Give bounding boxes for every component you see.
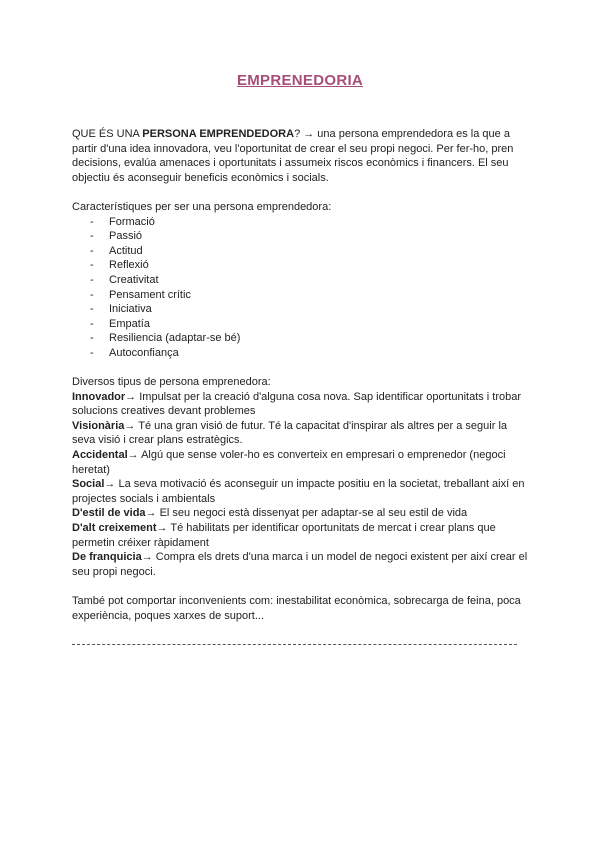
type-name: Accidental bbox=[72, 449, 128, 462]
bullet-dash: - bbox=[90, 244, 94, 257]
list-item bbox=[72, 317, 530, 332]
type-entry-estil-de-vida bbox=[72, 506, 530, 521]
type-entry-visionaria bbox=[72, 419, 530, 448]
intro-paragraph bbox=[72, 127, 530, 185]
type-description: → Compra els drets d'una marca i un model de negoci existent per així crear el seu propi negoci. bbox=[72, 551, 528, 578]
bullet-dash: - bbox=[90, 317, 94, 330]
list-item bbox=[72, 302, 530, 317]
type-name: D'estil de vida bbox=[72, 507, 146, 520]
list-item-text: Empatía bbox=[109, 317, 150, 330]
type-name: Social bbox=[72, 478, 105, 491]
bullet-dash: - bbox=[90, 346, 94, 359]
type-description: → Algú que sense voler-ho es converteix en empresari o emprenedor (negoci heretat) bbox=[72, 449, 506, 476]
dashed-separator bbox=[72, 644, 517, 645]
spacer bbox=[72, 185, 530, 200]
intro-prefix: QUE ÉS UNA bbox=[72, 128, 143, 140]
bullet-dash: - bbox=[90, 273, 94, 286]
list-item bbox=[72, 215, 530, 230]
type-description: → Té habilitats per identificar oportunitats de mercat i crear plans que permetin créixer ràpidament bbox=[72, 522, 496, 549]
list-item-text: Resiliencia (adaptar-se bé) bbox=[109, 332, 241, 345]
document-title: EMPRENEDORIA bbox=[236, 72, 364, 89]
type-description: → Té una gran visió de futur. Té la capacitat d'inspirar als altres per a seguir la seva visió i crear plans estratègics. bbox=[72, 419, 508, 447]
list-item-text: Creativitat bbox=[109, 273, 159, 286]
list-item bbox=[72, 331, 530, 346]
type-entry-innovador bbox=[72, 390, 530, 419]
list-item bbox=[72, 244, 530, 259]
bullet-dash: - bbox=[90, 303, 94, 316]
type-entry-social bbox=[72, 477, 530, 506]
type-entry-accidental bbox=[72, 448, 530, 477]
list-item-text: Autoconfiança bbox=[109, 346, 179, 359]
list-item-text: Formació bbox=[109, 215, 155, 228]
type-entry-alt-creixement bbox=[72, 521, 530, 550]
list-item bbox=[72, 288, 530, 303]
bullet-dash: - bbox=[90, 288, 94, 301]
list-item bbox=[72, 258, 530, 273]
bullet-dash: - bbox=[90, 332, 94, 345]
characteristics-list bbox=[72, 215, 530, 361]
drawbacks-paragraph: També pot comportar inconvenients com: inestabilitat econòmica, sobrecarga de feina, poca experiència, poques xarxes de suport... bbox=[72, 595, 521, 622]
list-item-text: Pensament crític bbox=[109, 288, 191, 301]
list-item bbox=[72, 346, 530, 361]
list-item-text: Passió bbox=[109, 230, 143, 243]
type-name: D'alt creixement bbox=[72, 522, 157, 535]
document-body bbox=[72, 127, 530, 645]
bullet-dash: - bbox=[90, 230, 94, 243]
type-description: → El seu negoci està dissenyat per adaptar-se al seu estil de vida bbox=[145, 507, 468, 520]
types-heading: Diversos tipus de persona emprenedora: bbox=[72, 376, 271, 389]
characteristics-heading: Característiques per ser una persona emprendedora: bbox=[72, 200, 332, 213]
type-name: Innovador bbox=[72, 390, 126, 403]
list-item-text: Iniciativa bbox=[109, 303, 152, 316]
list-item bbox=[72, 229, 530, 244]
intro-definition: ? → una persona emprendedora es la que a partir d'una idea innovadora, veu l'oportunitat de crear el seu propi negoci. Per fer-ho, pren decisions, evalúa amenaces i oportunitats i assumeix riscos econòmics i financers. El seu objectiu és aconseguir beneficis econòmics i socials. bbox=[72, 128, 514, 184]
type-name: De franquicia bbox=[72, 551, 142, 564]
type-description: → La seva motivació és aconseguir un impacte positiu en la societat, treballant així en projectes socials i ambientals bbox=[72, 478, 525, 505]
bullet-dash: - bbox=[90, 215, 94, 228]
list-item-text: Actitud bbox=[109, 244, 143, 257]
type-name: Visionària bbox=[72, 419, 125, 432]
list-item bbox=[72, 273, 530, 288]
spacer bbox=[72, 361, 530, 376]
bullet-dash: - bbox=[90, 259, 94, 272]
type-entry-franquicia bbox=[72, 550, 530, 579]
spacer bbox=[72, 579, 530, 594]
intro-bold-term: PERSONA EMPRENDEDORA bbox=[142, 128, 295, 140]
type-description: → Impulsat per la creació d'alguna cosa nova. Sap identificar oportunitats i trobar solucions creatives devant problemes bbox=[72, 390, 522, 418]
list-item-text: Reflexió bbox=[109, 259, 149, 272]
